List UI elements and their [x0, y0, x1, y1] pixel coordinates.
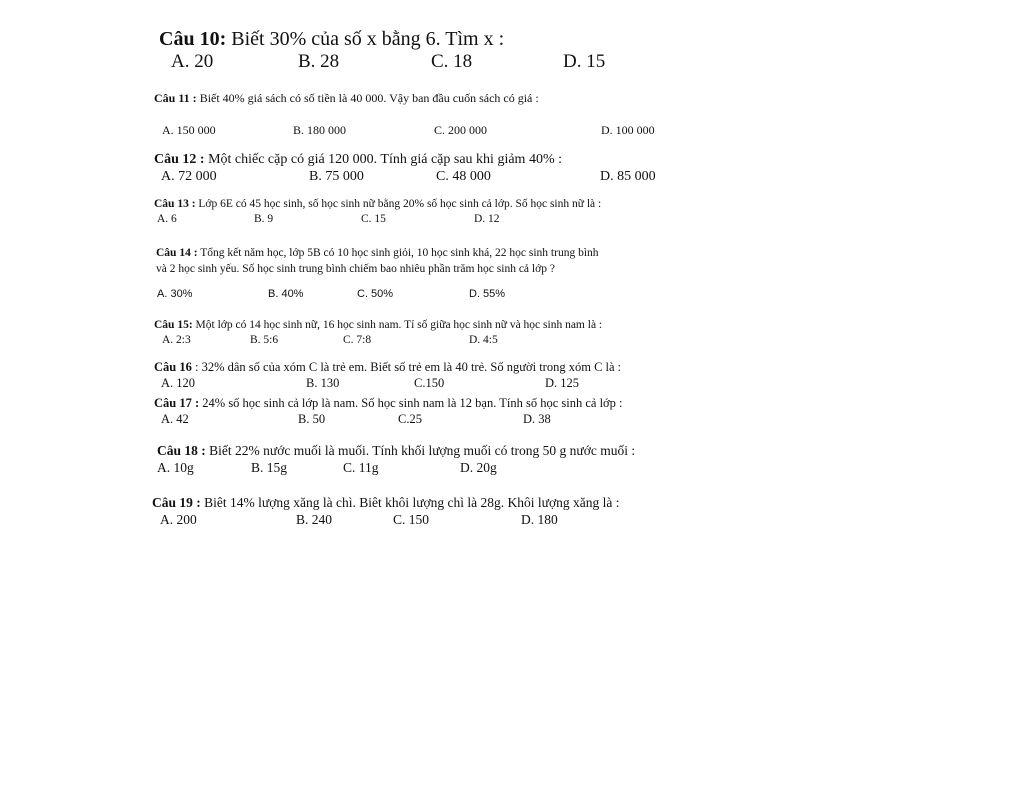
option-b: B. 130 — [306, 376, 340, 390]
question-11 — [154, 91, 539, 106]
option-a: A. 150 000 — [162, 123, 216, 137]
option-c: C. 7:8 — [343, 334, 372, 346]
option-c: C. 150 — [393, 512, 430, 527]
option-d: D. 180 — [521, 512, 558, 527]
option-a: A. 6 — [157, 213, 177, 225]
question-label: Câu 11 : — [154, 91, 197, 105]
question-label: Câu 15: — [154, 319, 193, 331]
option-a: A. 30% — [157, 288, 193, 300]
question-label: Câu 19 : — [152, 495, 201, 510]
option-b: B. 180 000 — [293, 123, 347, 137]
question-text: Một chiếc cặp có giá 120 000. Tính giá cặp sau khi giảm 40% : — [204, 152, 562, 167]
question-text: 24% số học sinh cả lớp là nam. Số học sinh nam là 12 bạn. Tính số học sinh cả lớp : — [199, 396, 623, 410]
option-b: B. 28 — [298, 51, 340, 72]
question-10 — [159, 28, 504, 51]
question-text: Biêt 14% lượng xăng là chì. Biêt khôi lượng chì là 28g. Khôi lượng xăng là : — [200, 495, 620, 510]
option-d: D. 55% — [469, 288, 506, 300]
option-a: A. 10g — [157, 460, 194, 475]
option-d: D. 20g — [460, 460, 497, 475]
option-c: C.25 — [398, 412, 422, 426]
question-label: Câu 18 : — [157, 443, 206, 458]
question-text: Lớp 6E có 45 học sinh, số học sinh nữ bằng 20% số học sinh cả lớp. Số học sinh nữ là : — [195, 198, 602, 210]
option-d: D. 12 — [474, 213, 500, 225]
question-18 — [157, 443, 635, 459]
option-b: B. 75 000 — [309, 169, 364, 184]
option-c: C.150 — [414, 376, 445, 390]
question-14-line-2 — [156, 263, 555, 275]
question-16 — [154, 360, 621, 375]
question-17 — [154, 396, 623, 411]
question-label: Câu 16 — [154, 360, 192, 374]
option-a: A. 42 — [161, 412, 189, 426]
option-c: C. 48 000 — [436, 169, 491, 184]
option-b: B. 40% — [268, 288, 304, 300]
option-d: D. 100 000 — [601, 123, 655, 137]
question-12 — [154, 152, 562, 168]
option-c: C. 11g — [343, 460, 379, 475]
question-label: Câu 14 : — [156, 247, 198, 259]
option-d: D. 38 — [523, 412, 551, 426]
option-c: C. 50% — [357, 288, 394, 300]
option-c: C. 15 — [361, 213, 386, 225]
option-b: B. 50 — [298, 412, 326, 426]
option-c: C. 18 — [431, 51, 473, 72]
question-text: Một lớp có 14 học sinh nữ, 16 học sinh nam. Tỉ số giữa học sinh nữ và học sinh nam là : — [192, 319, 603, 331]
option-c: C. 200 000 — [434, 123, 488, 137]
option-a: A. 72 000 — [161, 169, 217, 184]
option-d: D. 15 — [563, 51, 606, 72]
question-label: Câu 13 : — [154, 198, 196, 210]
question-15 — [154, 319, 602, 331]
option-d: D. 4:5 — [469, 334, 498, 346]
option-a: A. 200 — [160, 512, 197, 527]
option-b: B. 9 — [254, 213, 274, 225]
question-13 — [154, 198, 601, 210]
question-14 — [156, 247, 599, 259]
question-text: Biết 40% giá sách có số tiền là 40 000. Vậy ban đầu cuốn sách có giá : — [196, 91, 539, 105]
option-b: B. 5:6 — [250, 334, 279, 346]
question-text: : 32% dân số của xóm C là trẻ em. Biết số trẻ em là 40 trẻ. Số người trong xóm C là : — [191, 360, 622, 374]
option-d: D. 85 000 — [600, 169, 656, 184]
option-a: A. 120 — [161, 376, 196, 390]
option-b: B. 15g — [251, 460, 288, 475]
option-d: D. 125 — [545, 376, 580, 390]
option-a: A. 2:3 — [162, 334, 191, 346]
question-label: Câu 10: — [159, 28, 227, 50]
question-label: Câu 12 : — [154, 152, 205, 167]
question-text: Biết 22% nước muối là muối. Tính khối lượng muối có trong 50 g nước muối : — [205, 443, 636, 458]
question-text: và 2 học sinh yếu. Số học sinh trung bình chiếm bao nhiêu phần trăm học sinh cả lớp ? — [156, 263, 555, 275]
option-b: B. 240 — [296, 512, 333, 527]
question-text: Biết 30% của số x bằng 6. Tìm x : — [226, 28, 505, 50]
question-19 — [152, 495, 619, 511]
question-text: Tổng kết năm học, lớp 5B có 10 học sinh giỏi, 10 học sinh khá, 22 học sinh trung bình — [197, 247, 599, 259]
option-a: A. 20 — [171, 51, 214, 72]
question-label: Câu 17 : — [154, 396, 200, 410]
